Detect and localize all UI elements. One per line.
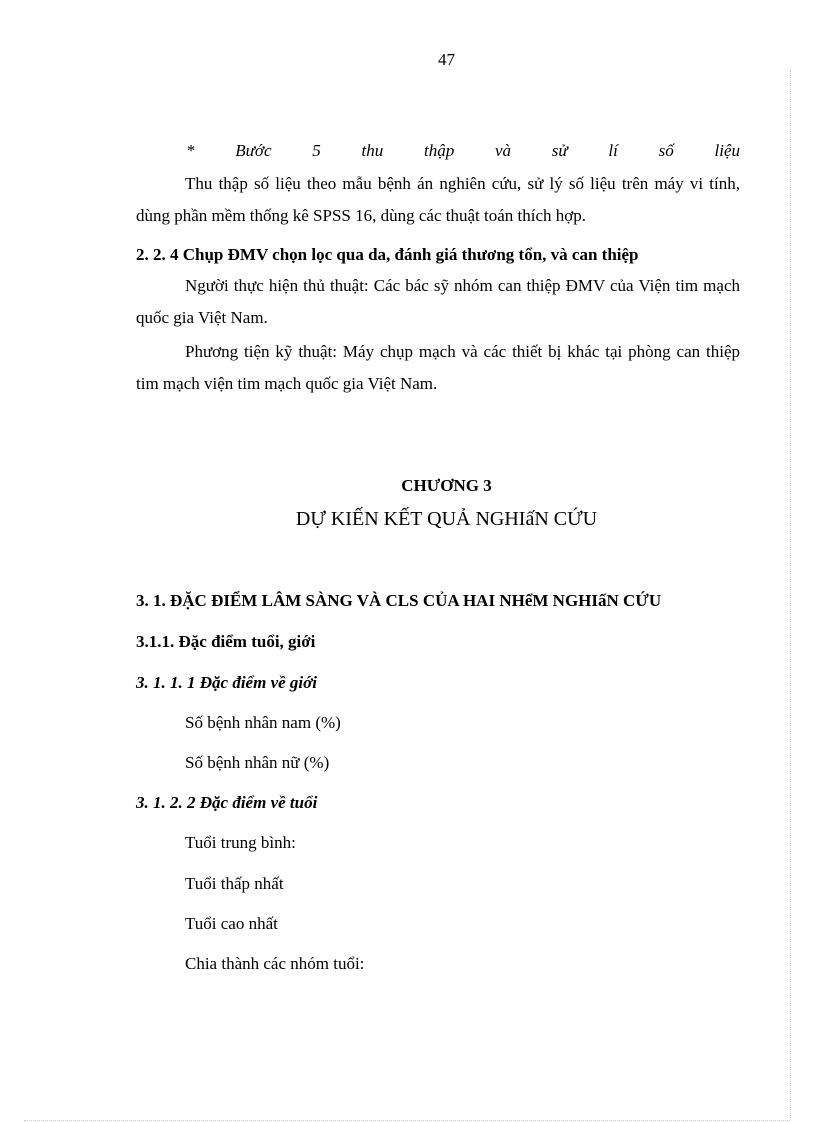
paragraph-data-collection-text: Thu thập số liệu theo mẫu bệnh án nghiên cứu, sử lý số liệu trên máy vi tính, dùng phần mềm thống kê SPSS 16, dùng các thuật toán thích hợp.	[136, 174, 740, 225]
section-heading-3-1-1: 3.1.1. Đặc điểm tuổi, giới	[136, 632, 316, 651]
section-heading-3-1-1-1: 3. 1. 1. 1 Đặc điểm về giới	[136, 673, 317, 692]
paragraph-equipment-text: Phương tiện kỹ thuật: Máy chụp mạch và các thiết bị khác tại phòng can thiệp tim mạch viện tim mạch quốc gia Việt Nam.	[136, 342, 740, 393]
age-item-mean: Tuổi trung bình:	[185, 833, 296, 852]
age-item-groups: Chia thành các nhóm tuổi:	[185, 954, 365, 973]
paragraph-data-collection	[136, 168, 740, 232]
paragraph-equipment	[136, 336, 740, 400]
bottom-margin-rule	[24, 1120, 790, 1121]
chapter-title: DỰ KIẾN KẾT QUẢ NGHIấN CỨU	[295, 508, 598, 530]
section-heading-3-1: 3. 1. ĐẶC ĐIỂM LÂM SÀNG VÀ CLS CỦA HAI NHểM NGHIấN CỨU	[136, 591, 662, 610]
age-item-min: Tuổi thấp nhất	[185, 874, 284, 893]
section-heading-3-1-2-2: 3. 1. 2. 2 Đặc điểm về tuổi	[136, 793, 318, 812]
chapter-number: CHƯƠNG 3	[401, 476, 492, 495]
step-5-heading: * Bước 5 thu thập và sử lí số liệu	[186, 141, 740, 160]
paragraph-performer-text: Người thực hiện thủ thuật: Các bác sỹ nhóm can thiệp ĐMV của Viện tim mạch quốc gia Việt Nam.	[136, 276, 740, 327]
right-margin-rule	[790, 70, 791, 1120]
age-item-max: Tuổi cao nhất	[185, 914, 278, 933]
paragraph-performer	[136, 270, 740, 334]
section-heading-2-2-4: 2. 2. 4 Chụp ĐMV chọn lọc qua da, đánh giá thương tổn, và can thiệp	[136, 245, 639, 264]
gender-item-female: Số bệnh nhân nữ (%)	[185, 753, 330, 772]
gender-item-male: Số bệnh nhân nam (%)	[185, 713, 341, 732]
page-number: 47	[438, 50, 455, 69]
